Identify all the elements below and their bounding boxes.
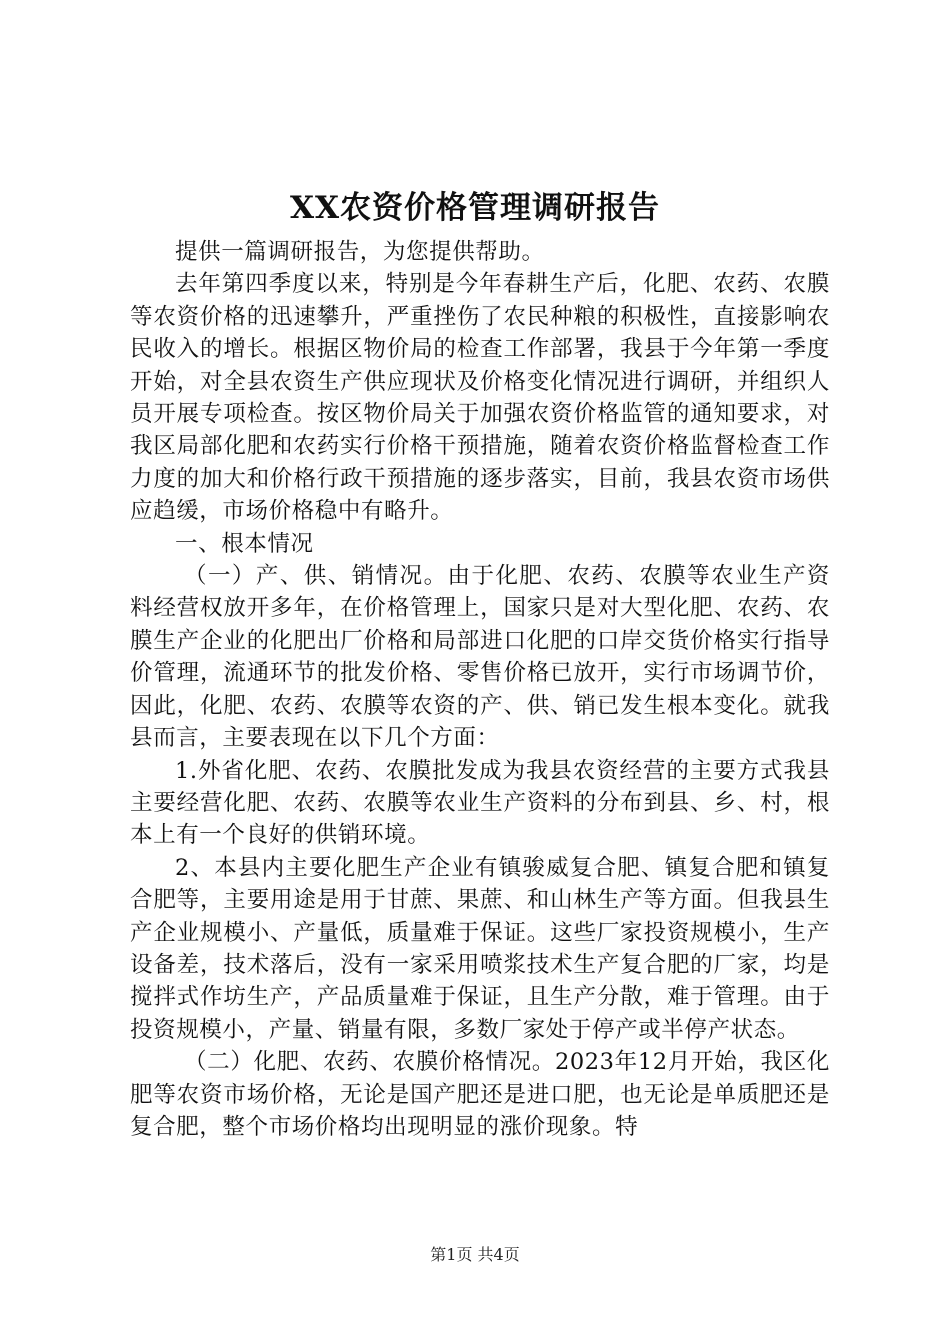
paragraph-point-1: 1.外省化肥、农药、农膜批发成为我县农资经营的主要方式我县主要经营化肥、农药、农膜等农业生产资料的分布到县、乡、村，根本上有一个良好的供销环境。	[130, 757, 830, 849]
paragraph-intro: 提供一篇调研报告，为您提供帮助。	[175, 239, 545, 265]
paragraph-price-situation: （二）化肥、农药、农膜价格情况。2023年12月开始，我区化肥等农资市场价格，无论是国产肥还是进口肥，也无论是单质肥还是复合肥，整个市场价格均出现明显的涨价现象。特	[130, 1049, 830, 1140]
paragraph-production-supply-sales: （一）产、供、销情况。由于化肥、农药、农膜等农业生产资料经营权放开多年，在价格管理上，国家只是对大型化肥、农药、农膜生产企业的化肥出厂价格和局部进口化肥的口岸交货价格实行指导价管理，流通环节的批发价格、零售价格已放开，实行市场调节价，因此，化肥、农药、农膜等农资的产、供、销已发生根本变化。就我县而言，主要表现在以下几个方面：	[130, 563, 830, 752]
document-body	[130, 236, 830, 1143]
page-number-footer: 第1页 共4页	[430, 1245, 520, 1264]
paragraph-point-2: 2、本县内主要化肥生产企业有镇骏威复合肥、镇复合肥和镇复合肥等，主要用途是用于甘蔗、果蔗、和山林生产等方面。但我县生产企业规模小、产量低，质量难于保证。这些厂家投资规模小，生产设备差，技术落后，没有一家采用喷浆技术生产复合肥的厂家，均是搅拌式作坊生产，产品质量难于保证，且生产分散，难于管理。由于投资规模小，产量、销量有限，多数厂家处于停产或半停产状态。	[130, 854, 830, 1043]
document-title: XX农资价格管理调研报告	[289, 190, 661, 226]
section-heading-basic-situation: 一、根本情况	[175, 530, 314, 557]
paragraph-background: 去年第四季度以来，特别是今年春耕生产后，化肥、农药、农膜等农资价格的迅速攀升，严重挫伤了农民种粮的积极性，直接影响农民收入的增长。根据区物价局的检查工作部署，我县于今年第一季度开始，对全县农资生产供应现状及价格变化情况进行调研，并组织人员开展专项检查。按区物价局关于加强农资价格监管的通知要求，对我区局部化肥和农药实行价格干预措施，随着农资价格监督检查工作力度的加大和价格行政干预措施的逐步落实，目前，我县农资市场供应趋缓，市场价格稳中有略升。	[130, 271, 830, 525]
